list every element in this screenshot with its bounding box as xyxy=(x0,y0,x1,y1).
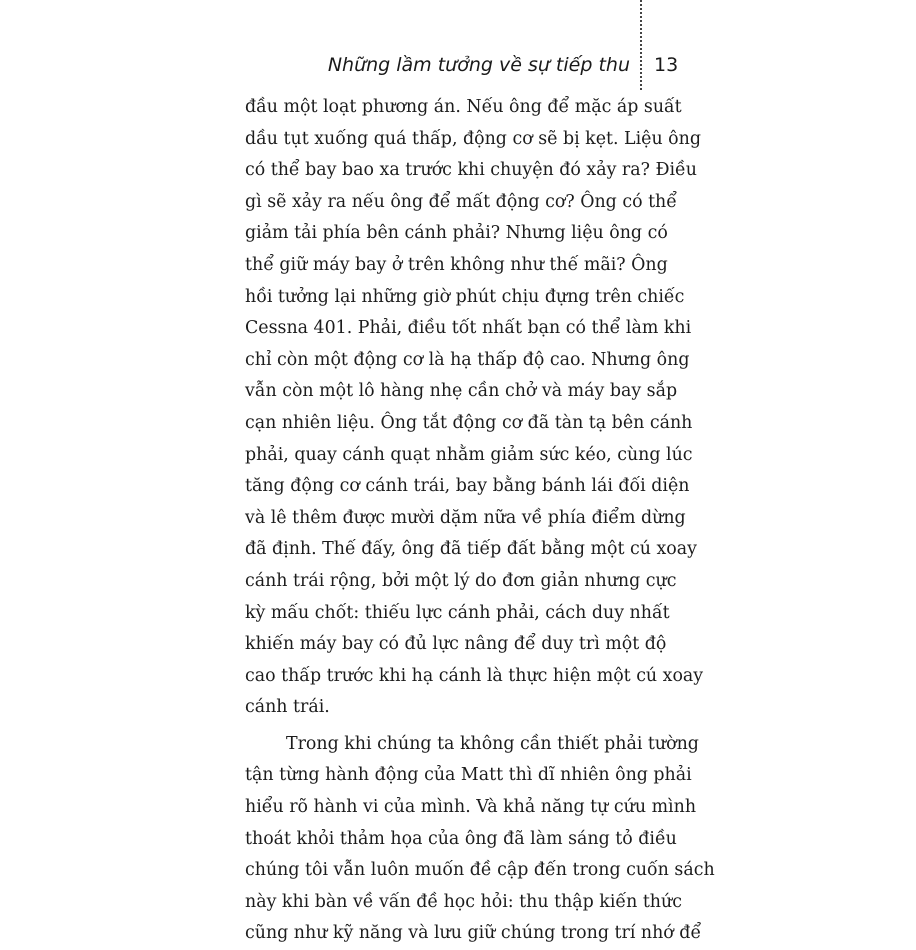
text-line: khiến máy bay có đủ lực nâng để duy trì một độ xyxy=(245,634,667,655)
text-line: phải, quay cánh quạt nhằm giảm sức kéo, cùng lúc xyxy=(245,444,693,465)
chapter-title: Những lầm tưởng về sự tiếp thu xyxy=(327,54,630,76)
text-line: có thể bay bao xa trước khi chuyện đó xảy ra? Điều xyxy=(245,160,697,181)
text-line: chỉ còn một động cơ là hạ thấp độ cao. Nhưng ông xyxy=(245,349,690,370)
text-line: hiểu rõ hành vi của mình. Và khả năng tự cứu mình xyxy=(245,797,697,818)
text-line: thể giữ máy bay ở trên không như thế mãi? Ông xyxy=(245,254,668,275)
paragraph xyxy=(245,92,704,724)
paragraph xyxy=(245,729,715,950)
text-line: đầu một loạt phương án. Nếu ông để mặc áp suất xyxy=(245,97,682,117)
text-line: và lê thêm được mười dặm nữa về phía điểm dừng xyxy=(245,507,686,528)
text-line: kỳ mấu chốt: thiếu lực cánh phải, cách duy nhất xyxy=(245,602,670,623)
body-text xyxy=(245,92,715,950)
text-line: vẫn còn một lô hàng nhẹ cần chở và máy bay sắp xyxy=(245,381,678,402)
text-line: chúng tôi vẫn luôn muốn đề cập đến trong cuốn sách xyxy=(245,860,715,881)
text-line: Trong khi chúng ta không cần thiết phải tường xyxy=(286,733,699,754)
running-head xyxy=(0,54,916,84)
text-line: cánh trái. xyxy=(245,697,330,718)
text-line: tăng động cơ cánh trái, bay bằng bánh lái đối diện xyxy=(245,476,690,497)
page-number: 13 xyxy=(654,54,679,76)
text-line: giảm tải phía bên cánh phải? Nhưng liệu ông có xyxy=(245,223,668,244)
text-line: gì sẽ xảy ra nếu ông để mất động cơ? Ông có thể xyxy=(245,191,677,212)
text-line: hồi tưởng lại những giờ phút chịu đựng trên chiếc xyxy=(245,286,685,307)
text-line: cánh trái rộng, bởi một lý do đơn giản nhưng cực xyxy=(245,570,677,591)
text-line: cao thấp trước khi hạ cánh là thực hiện một cú xoay xyxy=(245,665,704,686)
text-line: cạn nhiên liệu. Ông tắt động cơ đã tàn tạ bên cánh xyxy=(245,412,693,433)
text-line: tận từng hành động của Matt thì dĩ nhiên ông phải xyxy=(245,765,692,786)
text-line: này khi bàn về vấn đề học hỏi: thu thập kiến thức xyxy=(245,891,682,912)
text-line: Cessna 401. Phải, điều tốt nhất bạn có thể làm khi xyxy=(245,318,692,339)
text-line: cũng như kỹ năng và lưu giữ chúng trong trí nhớ để xyxy=(245,923,702,944)
text-line: thoát khỏi thảm họa của ông đã làm sáng tỏ điều xyxy=(245,828,677,849)
text-line: dầu tụt xuống quá thấp, động cơ sẽ bị kẹt. Liệu ông xyxy=(245,128,701,149)
text-line: đã định. Thế đấy, ông đã tiếp đất bằng một cú xoay xyxy=(245,539,697,560)
